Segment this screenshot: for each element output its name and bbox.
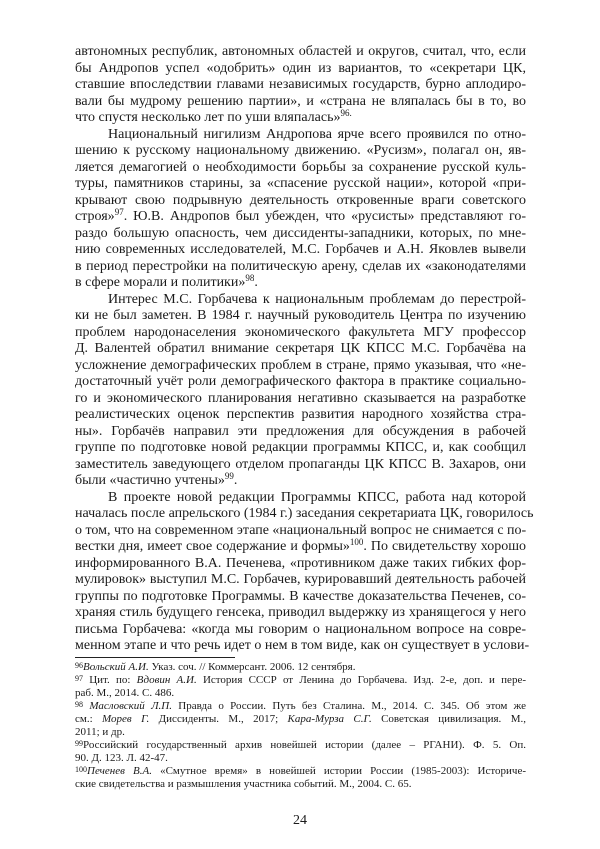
text-segment: 90. Д. 123. Л. 42-47. bbox=[75, 752, 168, 764]
footnote-ref: 99 bbox=[75, 738, 83, 748]
body-line bbox=[75, 209, 526, 226]
body-line bbox=[75, 275, 526, 292]
body-line bbox=[75, 160, 526, 177]
footnote-ref: 99 bbox=[224, 471, 234, 481]
text-segment: Д. Валентей обратил внимание секретаря ЦК КПСС М.С. Горбачёва на bbox=[75, 341, 526, 356]
author-name: Вольский А.И. bbox=[83, 661, 149, 673]
text-segment: шению к русскому национальному движению. «Русизм», полагал он, яв- bbox=[75, 143, 526, 158]
text-segment: . Ю.В. Андропов был убежден, что «русисты» представляют го- bbox=[123, 209, 526, 224]
text-segment: реалистических оценок перспектив развития народного хозяйства стра- bbox=[75, 407, 526, 422]
body-line bbox=[75, 341, 526, 358]
text-segment: Советская цивилизация. М., bbox=[371, 713, 526, 725]
body-line bbox=[75, 143, 526, 160]
footnote-line bbox=[75, 661, 526, 674]
text-segment: бы Андропов успел «одобрить» один из вариантов, то «секретари ЦК, bbox=[75, 60, 526, 76]
text-segment: о том, что на современном этапе «национальный вопрос не снимается с по- bbox=[75, 522, 527, 538]
text-segment: . bbox=[233, 473, 238, 488]
body-line bbox=[75, 127, 526, 144]
body-line bbox=[75, 193, 526, 210]
text-segment: началась после апрельского (1984 г.) заседания секретариата ЦК, говорилось bbox=[75, 506, 534, 521]
footnote-ref: 96. bbox=[340, 108, 352, 118]
footnote-line bbox=[75, 713, 526, 726]
author-name: Морев Г. bbox=[102, 713, 150, 725]
text-segment: . По свидетельству хорошо bbox=[363, 539, 526, 554]
footnote-ref: 97 bbox=[114, 207, 124, 217]
text-segment: История СССР от Ленина до Горбачева. Изд. 2-е, доп. и пере- bbox=[196, 674, 526, 686]
footnotes bbox=[75, 661, 526, 791]
text-segment: Российский государственный архив новейшей истории (далее – РГАНИ). Ф. 5. Оп. bbox=[83, 739, 526, 751]
body-line bbox=[75, 358, 526, 375]
body-line bbox=[75, 226, 526, 243]
text-segment: заместитель заведующего отделом пропаганды ЦК КПСС В. Захаров, они bbox=[75, 456, 526, 472]
footnote-line bbox=[75, 700, 526, 713]
footnote-ref: 100 bbox=[349, 537, 364, 547]
body-line bbox=[75, 391, 526, 408]
text-segment: Диссиденты. М., 2017; bbox=[149, 713, 288, 725]
footnote-line bbox=[75, 726, 526, 739]
body-line bbox=[75, 638, 530, 655]
body-line bbox=[75, 457, 526, 474]
body-line bbox=[75, 242, 526, 259]
text-segment: го и экономического планирования негативно сказывается на разработке bbox=[75, 390, 526, 406]
text-segment: информированного В.А. Печенева, «противником даже таких гибких фор- bbox=[75, 555, 526, 571]
text-segment: были «частично учтены» bbox=[75, 473, 225, 488]
body-line bbox=[75, 473, 526, 490]
body-line bbox=[75, 325, 526, 342]
text-segment: ставшие впоследствии главами независимых государств, бурно аплодиро- bbox=[75, 77, 526, 92]
text-segment: . bbox=[254, 275, 258, 290]
footnote-ref: 98 bbox=[75, 699, 83, 709]
text-segment: мулировок» выступил М.С. Горбачев, курировавший деятельность рабочей bbox=[75, 572, 526, 587]
body-line bbox=[75, 77, 526, 94]
footnote-ref: 97 bbox=[75, 673, 83, 683]
footnote-line bbox=[75, 765, 526, 778]
text-segment: автономных республик, автономных областей и округов, считал, что, если bbox=[75, 44, 526, 59]
text-segment: что спустя несколько лет по уши вляпалась» bbox=[75, 110, 341, 125]
footnote-line bbox=[75, 739, 526, 752]
body-line bbox=[75, 539, 526, 556]
text-segment: раб. М., 2014. С. 486. bbox=[75, 687, 175, 699]
text-segment: «Смутное время» в новейшей истории России (1985-2003): Историче- bbox=[151, 765, 526, 777]
footnote-ref: 100 bbox=[75, 764, 87, 774]
body-line bbox=[75, 523, 526, 540]
text-segment: в сфере морали и политики» bbox=[75, 275, 246, 290]
body-line bbox=[75, 589, 526, 606]
footnote-ref: 96 bbox=[75, 660, 83, 670]
body-line bbox=[75, 605, 526, 622]
text-segment: письма Горбачева: «когда мы говорим о национальном вопросе на совре- bbox=[75, 621, 526, 637]
page-number: 24 bbox=[293, 813, 307, 828]
body-line bbox=[75, 572, 526, 589]
text-segment: Интерес М.С. Горбачева к национальным проблемам до перестрой- bbox=[108, 291, 526, 307]
footnote-line bbox=[75, 752, 526, 765]
footnote-separator bbox=[75, 657, 235, 658]
text-segment: Правда о России. Путь без Сталина. М., 2014. С. 345. Об этом же bbox=[172, 700, 527, 712]
text-segment: раздо большую опасность, чем диссиденты-западники, которых, по мне- bbox=[75, 225, 526, 241]
footnote-line bbox=[75, 687, 526, 700]
footnote-line bbox=[75, 778, 526, 791]
text-segment: в период перестройки на политическую арену, сделав их «законодателями bbox=[75, 258, 526, 274]
text-segment: Национальный нигилизм Андропова ярче всего проявился по отно- bbox=[108, 126, 526, 142]
body-line bbox=[75, 424, 526, 441]
body-line bbox=[75, 440, 526, 457]
author-name: Печенев В.А. bbox=[87, 765, 152, 777]
text-segment: усложнение демографических проблем в стране, прямо указывая, что «не- bbox=[75, 357, 526, 373]
text-segment: Цит. по: bbox=[83, 674, 137, 686]
text-segment: вестки дня, имеет свое содержание и формы» bbox=[75, 539, 350, 554]
body-line bbox=[75, 622, 526, 639]
footnote-ref: 98 bbox=[245, 273, 255, 283]
text-segment: см.: bbox=[75, 713, 103, 725]
text-segment: группы по подготовке Программы. В качестве доказательства Печенев, со- bbox=[75, 588, 526, 604]
body-line bbox=[75, 490, 526, 507]
footnote-line bbox=[75, 674, 526, 687]
text-segment: храняя стиль будущего генсека, приводил выдержку из хранящегося у него bbox=[75, 605, 526, 620]
body-line bbox=[75, 44, 526, 61]
author-name: Масловский Л.П. bbox=[89, 700, 172, 712]
body-line bbox=[75, 259, 526, 276]
text-segment: вали бы мудрому решению партии», и «страна не вляпалась бы в то, во bbox=[75, 93, 526, 109]
text-segment: ские свидетельства и размышления участника событий. М., 2004. С. 65. bbox=[75, 778, 412, 790]
body-text bbox=[75, 44, 534, 655]
body-line bbox=[75, 176, 526, 193]
text-segment: ны». Горбачёв направил эти предложения для обсуждения в рабочей bbox=[75, 423, 526, 439]
text-segment: строя» bbox=[75, 209, 115, 224]
author-name: Кара-Мурза С.Г. bbox=[287, 713, 372, 725]
text-segment: 2011; и др. bbox=[75, 726, 125, 738]
text-segment: ляется демагогией о необходимости борьбы за сохранение русской куль- bbox=[75, 159, 526, 175]
text-segment: нию современных исследователей, М.С. Горбачев и А.Н. Яковлев вывели bbox=[75, 242, 526, 257]
text-segment: ки не был заметен. В 1984 г. научный руководитель Центра по изучению bbox=[75, 308, 526, 323]
body-line bbox=[75, 61, 526, 78]
text-segment: крывают свою подрывную деятельность откровенные враги советского bbox=[75, 192, 526, 208]
text-segment: менном этапе и что речь идет о нем в том виде, как он существует в услови- bbox=[75, 638, 530, 653]
text-segment: В проекте новой редакции Программы КПСС, работа над которой bbox=[108, 489, 526, 505]
body-line bbox=[75, 94, 526, 111]
text-segment: туры, памятников старины, за «спасение русской нации», которой «при- bbox=[75, 176, 526, 191]
text-segment: достаточный учёт роли демографического фактора в практике социально- bbox=[75, 374, 526, 389]
text-segment: проблем народонаселения экономического факультета МГУ профессор bbox=[75, 324, 526, 340]
text-segment: группе по подготовке новой редакции программы КПСС, и, как сообщил bbox=[75, 440, 526, 455]
body-line bbox=[75, 374, 526, 391]
body-line bbox=[75, 110, 526, 127]
body-line bbox=[75, 556, 526, 573]
text-segment: Указ. соч. // Коммерсант. 2006. 12 сентября. bbox=[148, 661, 356, 673]
body-line bbox=[75, 407, 526, 424]
body-line bbox=[75, 308, 526, 325]
body-line bbox=[75, 292, 526, 309]
body-line bbox=[75, 506, 534, 523]
author-name: Вдовин А.И. bbox=[136, 674, 197, 686]
